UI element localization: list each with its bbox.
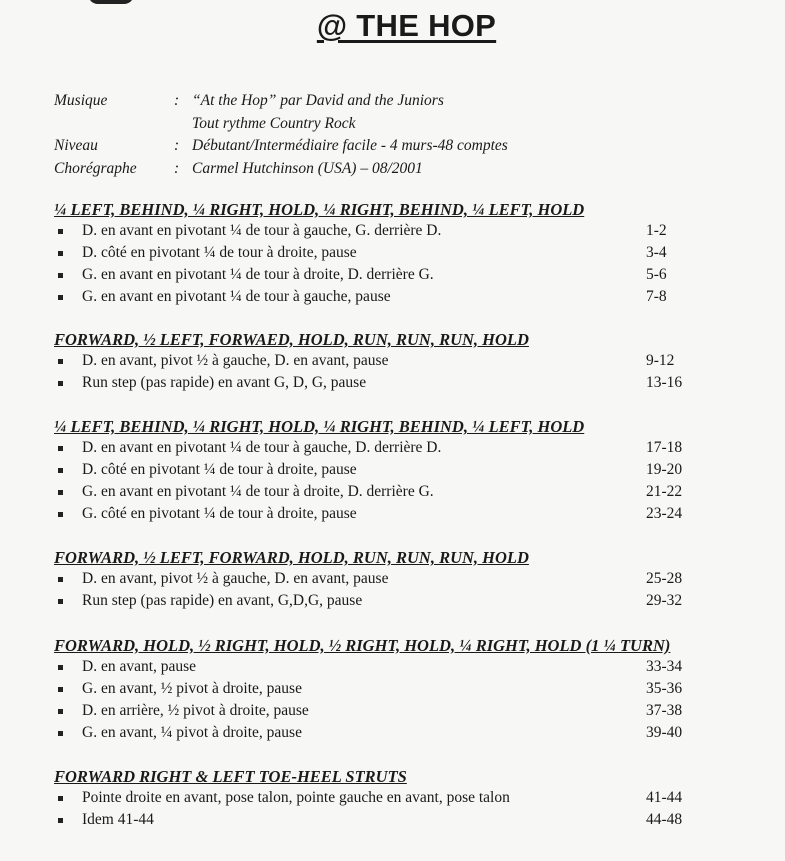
info-separator: : — [174, 137, 180, 154]
bullet-icon — [58, 709, 63, 714]
info-value: Tout rythme Country Rock — [192, 114, 356, 132]
step-row — [54, 656, 764, 678]
step-text: D. côté en pivotant ¼ de tour à droite, pause — [82, 461, 357, 478]
step-counts: 39-40 — [646, 724, 683, 741]
step-counts: 25-28 — [646, 570, 683, 587]
info-separator: : — [174, 92, 180, 109]
step-row — [54, 809, 764, 831]
step-counts: 35-36 — [646, 680, 683, 697]
info-row — [54, 158, 508, 181]
step-row — [54, 286, 764, 308]
step-counts: 44-48 — [646, 811, 683, 828]
section-title: ¼ LEFT, BEHIND, ¼ RIGHT, HOLD, ¼ RIGHT, BEHIND, ¼ LEFT, HOLD — [54, 417, 585, 436]
step-row — [54, 459, 764, 481]
section-title: ¼ LEFT, BEHIND, ¼ RIGHT, HOLD, ¼ RIGHT, BEHIND, ¼ LEFT, HOLD — [54, 200, 585, 219]
info-label: Niveau — [54, 137, 98, 154]
bullet-icon — [58, 512, 63, 517]
step-counts: 3-4 — [646, 244, 667, 261]
step-row — [54, 590, 764, 612]
info-label: Chorégraphe — [54, 159, 137, 177]
bullet-icon — [58, 229, 63, 234]
info-label — [54, 113, 174, 136]
step-row — [54, 481, 764, 503]
step-row — [54, 678, 764, 700]
step-text: G. en avant en pivotant ¼ de tour à gauche, pause — [82, 288, 391, 305]
step-counts: 7-8 — [646, 288, 667, 305]
section-title: FORWARD, ½ LEFT, FORWARD, HOLD, RUN, RUN, RUN, HOLD — [54, 548, 529, 567]
step-row — [54, 722, 764, 744]
bullet-icon — [58, 731, 63, 736]
dance-info — [54, 90, 508, 180]
step-text: D. en avant, pivot ½ à gauche, D. en avant, pause — [82, 352, 389, 369]
bullet-icon — [58, 468, 63, 473]
step-row — [54, 437, 764, 459]
step-text: D. en arrière, ½ pivot à droite, pause — [82, 702, 309, 719]
step-row — [54, 700, 764, 722]
step-row — [54, 568, 764, 590]
bullet-icon — [58, 796, 63, 801]
step-section — [54, 330, 764, 394]
bullet-icon — [58, 665, 63, 670]
step-text: G. en avant en pivotant ¼ de tour à droite, D. derrière G. — [82, 266, 434, 283]
bullet-icon — [58, 687, 63, 692]
step-counts: 21-22 — [646, 483, 683, 500]
page-title: @ THE HOP — [316, 8, 497, 43]
step-counts: 29-32 — [646, 592, 683, 609]
step-row — [54, 264, 764, 286]
info-separator — [174, 113, 192, 136]
bullet-icon — [58, 273, 63, 278]
step-counts: 17-18 — [646, 439, 683, 456]
step-counts: 13-16 — [646, 374, 683, 391]
bullet-icon — [58, 251, 63, 256]
section-title: FORWARD RIGHT & LEFT TOE-HEEL STRUTS — [54, 767, 407, 786]
bullet-icon — [58, 359, 63, 364]
step-section — [54, 548, 764, 612]
step-text: G. en avant en pivotant ¼ de tour à droite, D. derrière G. — [82, 483, 434, 500]
step-text: G. en avant, ¼ pivot à droite, pause — [82, 724, 302, 741]
step-text: Idem 41-44 — [82, 811, 154, 828]
step-section — [54, 767, 764, 831]
step-text: G. côté en pivotant ¼ de tour à droite, pause — [82, 505, 357, 522]
step-text: Pointe droite en avant, pose talon, pointe gauche en avant, pose talon — [82, 789, 510, 806]
scan-mark — [88, 0, 134, 4]
step-counts: 23-24 — [646, 505, 683, 522]
bullet-icon — [58, 490, 63, 495]
step-text: Run step (pas rapide) en avant, G,D,G, pause — [82, 592, 363, 609]
step-counts: 41-44 — [646, 789, 683, 806]
step-counts: 9-12 — [646, 352, 675, 369]
step-section — [54, 636, 764, 744]
step-counts: 37-38 — [646, 702, 683, 719]
step-text: D. en avant, pause — [82, 658, 197, 675]
section-title: FORWARD, HOLD, ½ RIGHT, HOLD, ½ RIGHT, HOLD, ¼ RIGHT, HOLD (1 ¼ TURN) — [54, 636, 671, 655]
step-text: D. en avant en pivotant ¼ de tour à gauche, D. derrière D. — [82, 439, 442, 456]
bullet-icon — [58, 295, 63, 300]
info-separator: : — [174, 159, 180, 177]
step-text: G. en avant, ½ pivot à droite, pause — [82, 680, 302, 697]
step-text: D. en avant en pivotant ¼ de tour à gauche, G. derrière D. — [82, 222, 442, 239]
step-section — [54, 417, 764, 525]
bullet-icon — [58, 599, 63, 604]
info-label: Musique — [54, 92, 108, 109]
info-value: Carmel Hutchinson (USA) – 08/2001 — [192, 159, 423, 177]
step-row — [54, 787, 764, 809]
step-counts: 5-6 — [646, 266, 667, 283]
info-row — [54, 135, 508, 158]
info-value: Débutant/Intermédiaire facile - 4 murs-48 comptes — [192, 137, 508, 154]
bullet-icon — [58, 577, 63, 582]
step-row — [54, 503, 764, 525]
step-counts: 33-34 — [646, 658, 683, 675]
step-row — [54, 220, 764, 242]
info-row — [54, 90, 508, 113]
step-text: D. en avant, pivot ½ à gauche, D. en avant, pause — [82, 570, 389, 587]
step-row — [54, 350, 764, 372]
step-row — [54, 242, 764, 264]
bullet-icon — [58, 818, 63, 823]
info-row — [54, 113, 508, 136]
info-value: “At the Hop” par David and the Juniors — [192, 92, 444, 109]
step-counts: 19-20 — [646, 461, 683, 478]
step-text: Run step (pas rapide) en avant G, D, G, pause — [82, 374, 367, 391]
bullet-icon — [58, 381, 63, 386]
step-counts: 1-2 — [646, 222, 667, 239]
step-section — [54, 200, 764, 308]
bullet-icon — [58, 446, 63, 451]
section-title: FORWARD, ½ LEFT, FORWAED, HOLD, RUN, RUN, RUN, HOLD — [54, 330, 529, 349]
step-row — [54, 372, 764, 394]
step-text: D. côté en pivotant ¼ de tour à droite, pause — [82, 244, 357, 261]
